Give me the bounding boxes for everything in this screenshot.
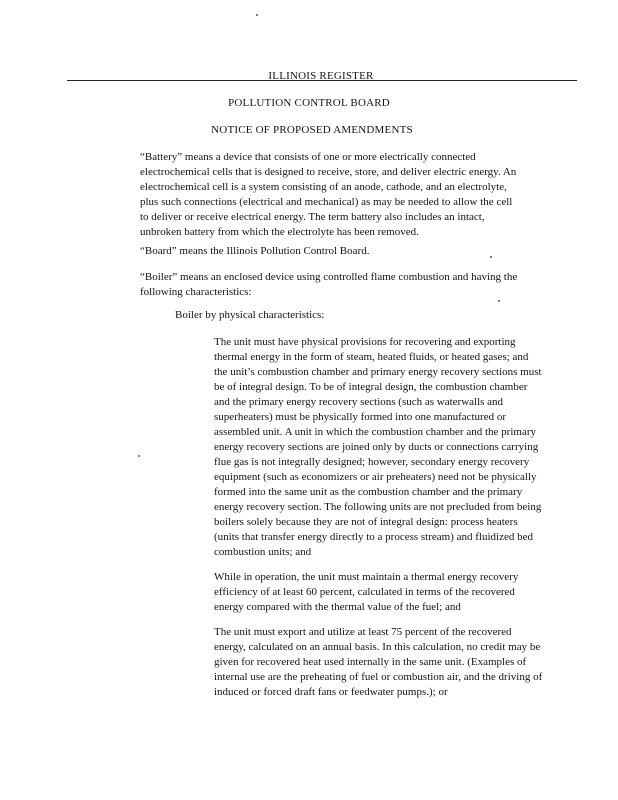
scan-speck: [256, 14, 258, 16]
scan-speck: [138, 455, 140, 457]
board-title: POLLUTION CONTROL BOARD: [228, 97, 390, 109]
boiler-definition: “Boiler” means an enclosed device using controlled flame combustion and having the following characteristics:: [140, 271, 518, 298]
scan-speck: [490, 256, 492, 258]
header-rule: [67, 80, 577, 81]
physical-characteristic-a: The unit must have physical provisions for recovering and exporting thermal energy in the form of steam, heated fluids, or heated gases; and the unit’s combustion chamber and primary energy recovery sections must be of integral design. To be of integral design, the combustion chamber and the primary energy recovery sections (such as waterwalls and superheaters) must be physically formed into one manufactured or assembled unit. A unit in which the combustion chamber and the primary energy recovery sections are joined only by ducts or connections carrying flue gas is not integrally designed; however, secondary energy recovery equipment (such as economizers or air preheaters) need not be physically formed into the same unit as the combustion chamber and the primary energy recovery section. The following units are not precluded from being boilers solely because they are not of integral design: process heaters (units that transfer energy directly to a process stream) and fluidized bed combustion units; and: [214, 336, 542, 558]
battery-definition: “Battery” means a device that consists of one or more electrically connected electrochemical cells that is designed to receive, store, and deliver electric energy. An electrochemical cell is a system consisting of an anode, cathode, and an electrolyte, plus such connections (electrical and mechanical) as may be needed to allow the cell to deliver or receive electrical energy. The term battery also includes an intact, unbroken battery from which the electrolyte has been removed.: [140, 151, 517, 238]
scan-speck: [498, 300, 500, 302]
physical-characteristic-b: While in operation, the unit must maintain a thermal energy recovery efficiency of at least 60 percent, calculated in terms of the recovered energy compared with the thermal value of the fuel; and: [214, 571, 519, 613]
register-title: ILLINOIS REGISTER: [268, 70, 374, 82]
physical-characteristic-c: The unit must export and utilize at least 75 percent of the recovered energy, calculated on an annual basis. In this calculation, no credit may be given for recovered heat used internally in the same unit. (Examples of internal use are the preheating of fuel or combustion air, and the driving of induced or forced draft fans or feedwater pumps.); or: [214, 626, 543, 698]
board-definition: “Board” means the Illinois Pollution Control Board.: [140, 245, 370, 257]
notice-title: NOTICE OF PROPOSED AMENDMENTS: [211, 124, 413, 136]
boiler-physical-heading: Boiler by physical characteristics:: [175, 309, 325, 321]
